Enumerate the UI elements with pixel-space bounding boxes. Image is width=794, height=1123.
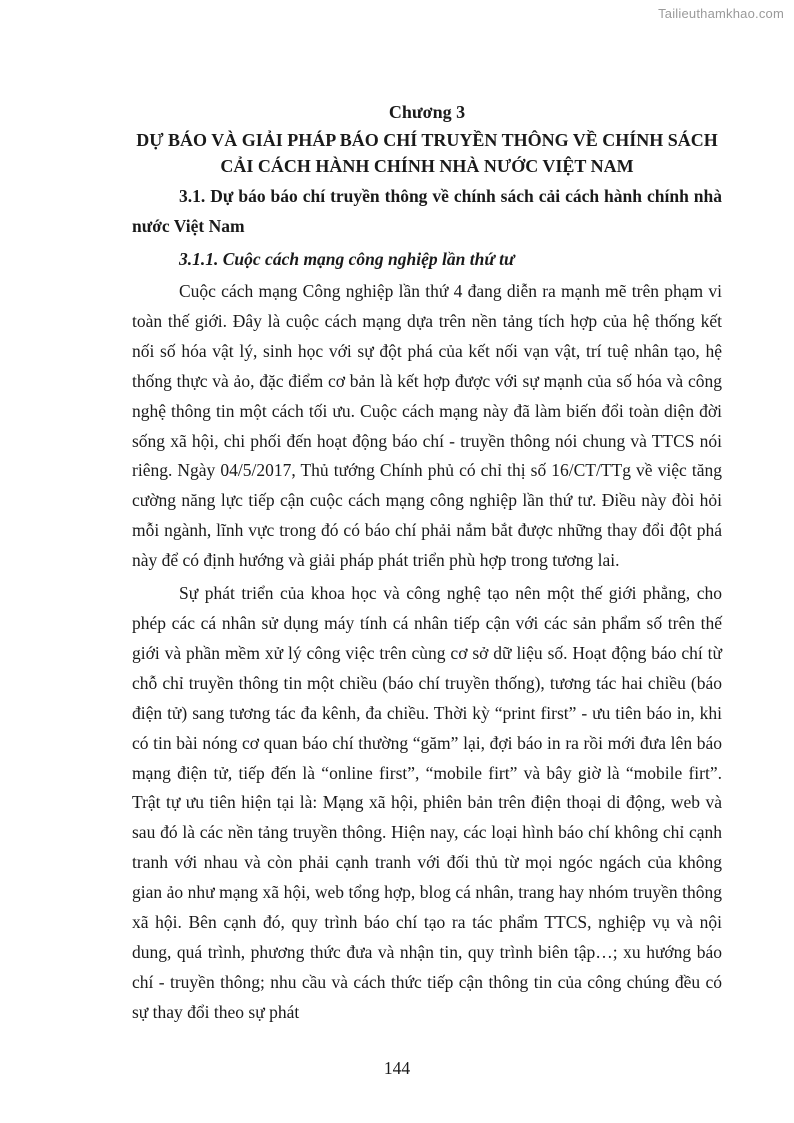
- document-page: [132, 100, 722, 1028]
- page-number: 144: [383, 1058, 411, 1078]
- body-paragraph-2: Sự phát triển của khoa học và công nghệ tạo nên một thế giới phẳng, cho phép các cá nhân sử dụng máy tính cá nhân tiếp cận với các sản phẩm số trên thế giới và phần mềm xử lý công việc trên cùng cơ sở dữ liệu số. Hoạt động báo chí từ chỗ chỉ truyền thông tin một chiều (báo chí truyền thống), tương tác hai chiều (báo điện tử) sang tương tác đa kênh, đa chiều. Thời kỳ “print first” - ưu tiên báo in, khi có tin bài nóng cơ quan báo chí thường “găm” lại, đợi báo in ra rồi mới đưa lên báo mạng điện tử, tiếp đến là “online first”, “mobile firt” và bây giờ là “mobile firt”. Trật tự ưu tiên hiện tại là: Mạng xã hội, phiên bản trên điện thoại di động, web và sau đó là các nền tảng truyền thông. Hiện nay, các loại hình báo chí không chỉ cạnh tranh với nhau và còn phải cạnh tranh với đối thủ từ mọi ngóc ngách của không gian ảo như mạng xã hội, web tổng hợp, blog cá nhân, trang hay nhóm truyền thông xã hội. Bên cạnh đó, quy trình báo chí tạo ra tác phẩm TTCS, nghiệp vụ và nội dung, quá trình, phương thức đưa và nhận tin, quy trình biên tập…; xu hướng báo chí - truyền thông; nhu cầu và cách thức tiếp cận thông tin của công chúng đều có sự thay đổi theo sự phát: [132, 583, 722, 1022]
- watermark: Tailieuthamkhao.com: [658, 6, 784, 21]
- subsection-heading: 3.1.1. Cuộc cách mạng công nghiệp lần thứ tư: [179, 249, 515, 269]
- chapter-title: DỰ BÁO VÀ GIẢI PHÁP BÁO CHÍ TRUYỀN THÔNG VỀ CHÍNH SÁCH CẢI CÁCH HÀNH CHÍNH NHÀ NƯỚC VIỆT NAM: [136, 130, 718, 176]
- section-heading: 3.1. Dự báo báo chí truyền thông về chính sách cải cách hành chính nhà nước Việt Nam: [132, 186, 722, 236]
- body-paragraph-1: Cuộc cách mạng Công nghiệp lần thứ 4 đang diễn ra mạnh mẽ trên phạm vi toàn thế giới. Đây là cuộc cách mạng dựa trên nền tảng tích hợp của hệ thống kết nối số hóa vật lý, sinh học với sự đột phá của kết nối vạn vật, trí tuệ nhân tạo, hệ thống thực và ảo, đặc điểm cơ bản là kết hợp được với sự mạnh của số hóa và công nghệ thông tin một cách tối ưu. Cuộc cách mạng này đã làm biến đổi toàn diện đời sống xã hội, chi phối đến hoạt động báo chí - truyền thông nói chung và TTCS nói riêng. Ngày 04/5/2017, Thủ tướng Chính phủ có chỉ thị số 16/CT/TTg về việc tăng cường năng lực tiếp cận cuộc cách mạng công nghiệp lần thứ tư. Điều này đòi hỏi mỗi ngành, lĩnh vực trong đó có báo chí phải nắm bắt được những thay đổi đột phá này để có định hướng và giải pháp phát triển phù hợp trong tương lai.: [132, 281, 722, 571]
- chapter-label: Chương 3: [388, 102, 466, 122]
